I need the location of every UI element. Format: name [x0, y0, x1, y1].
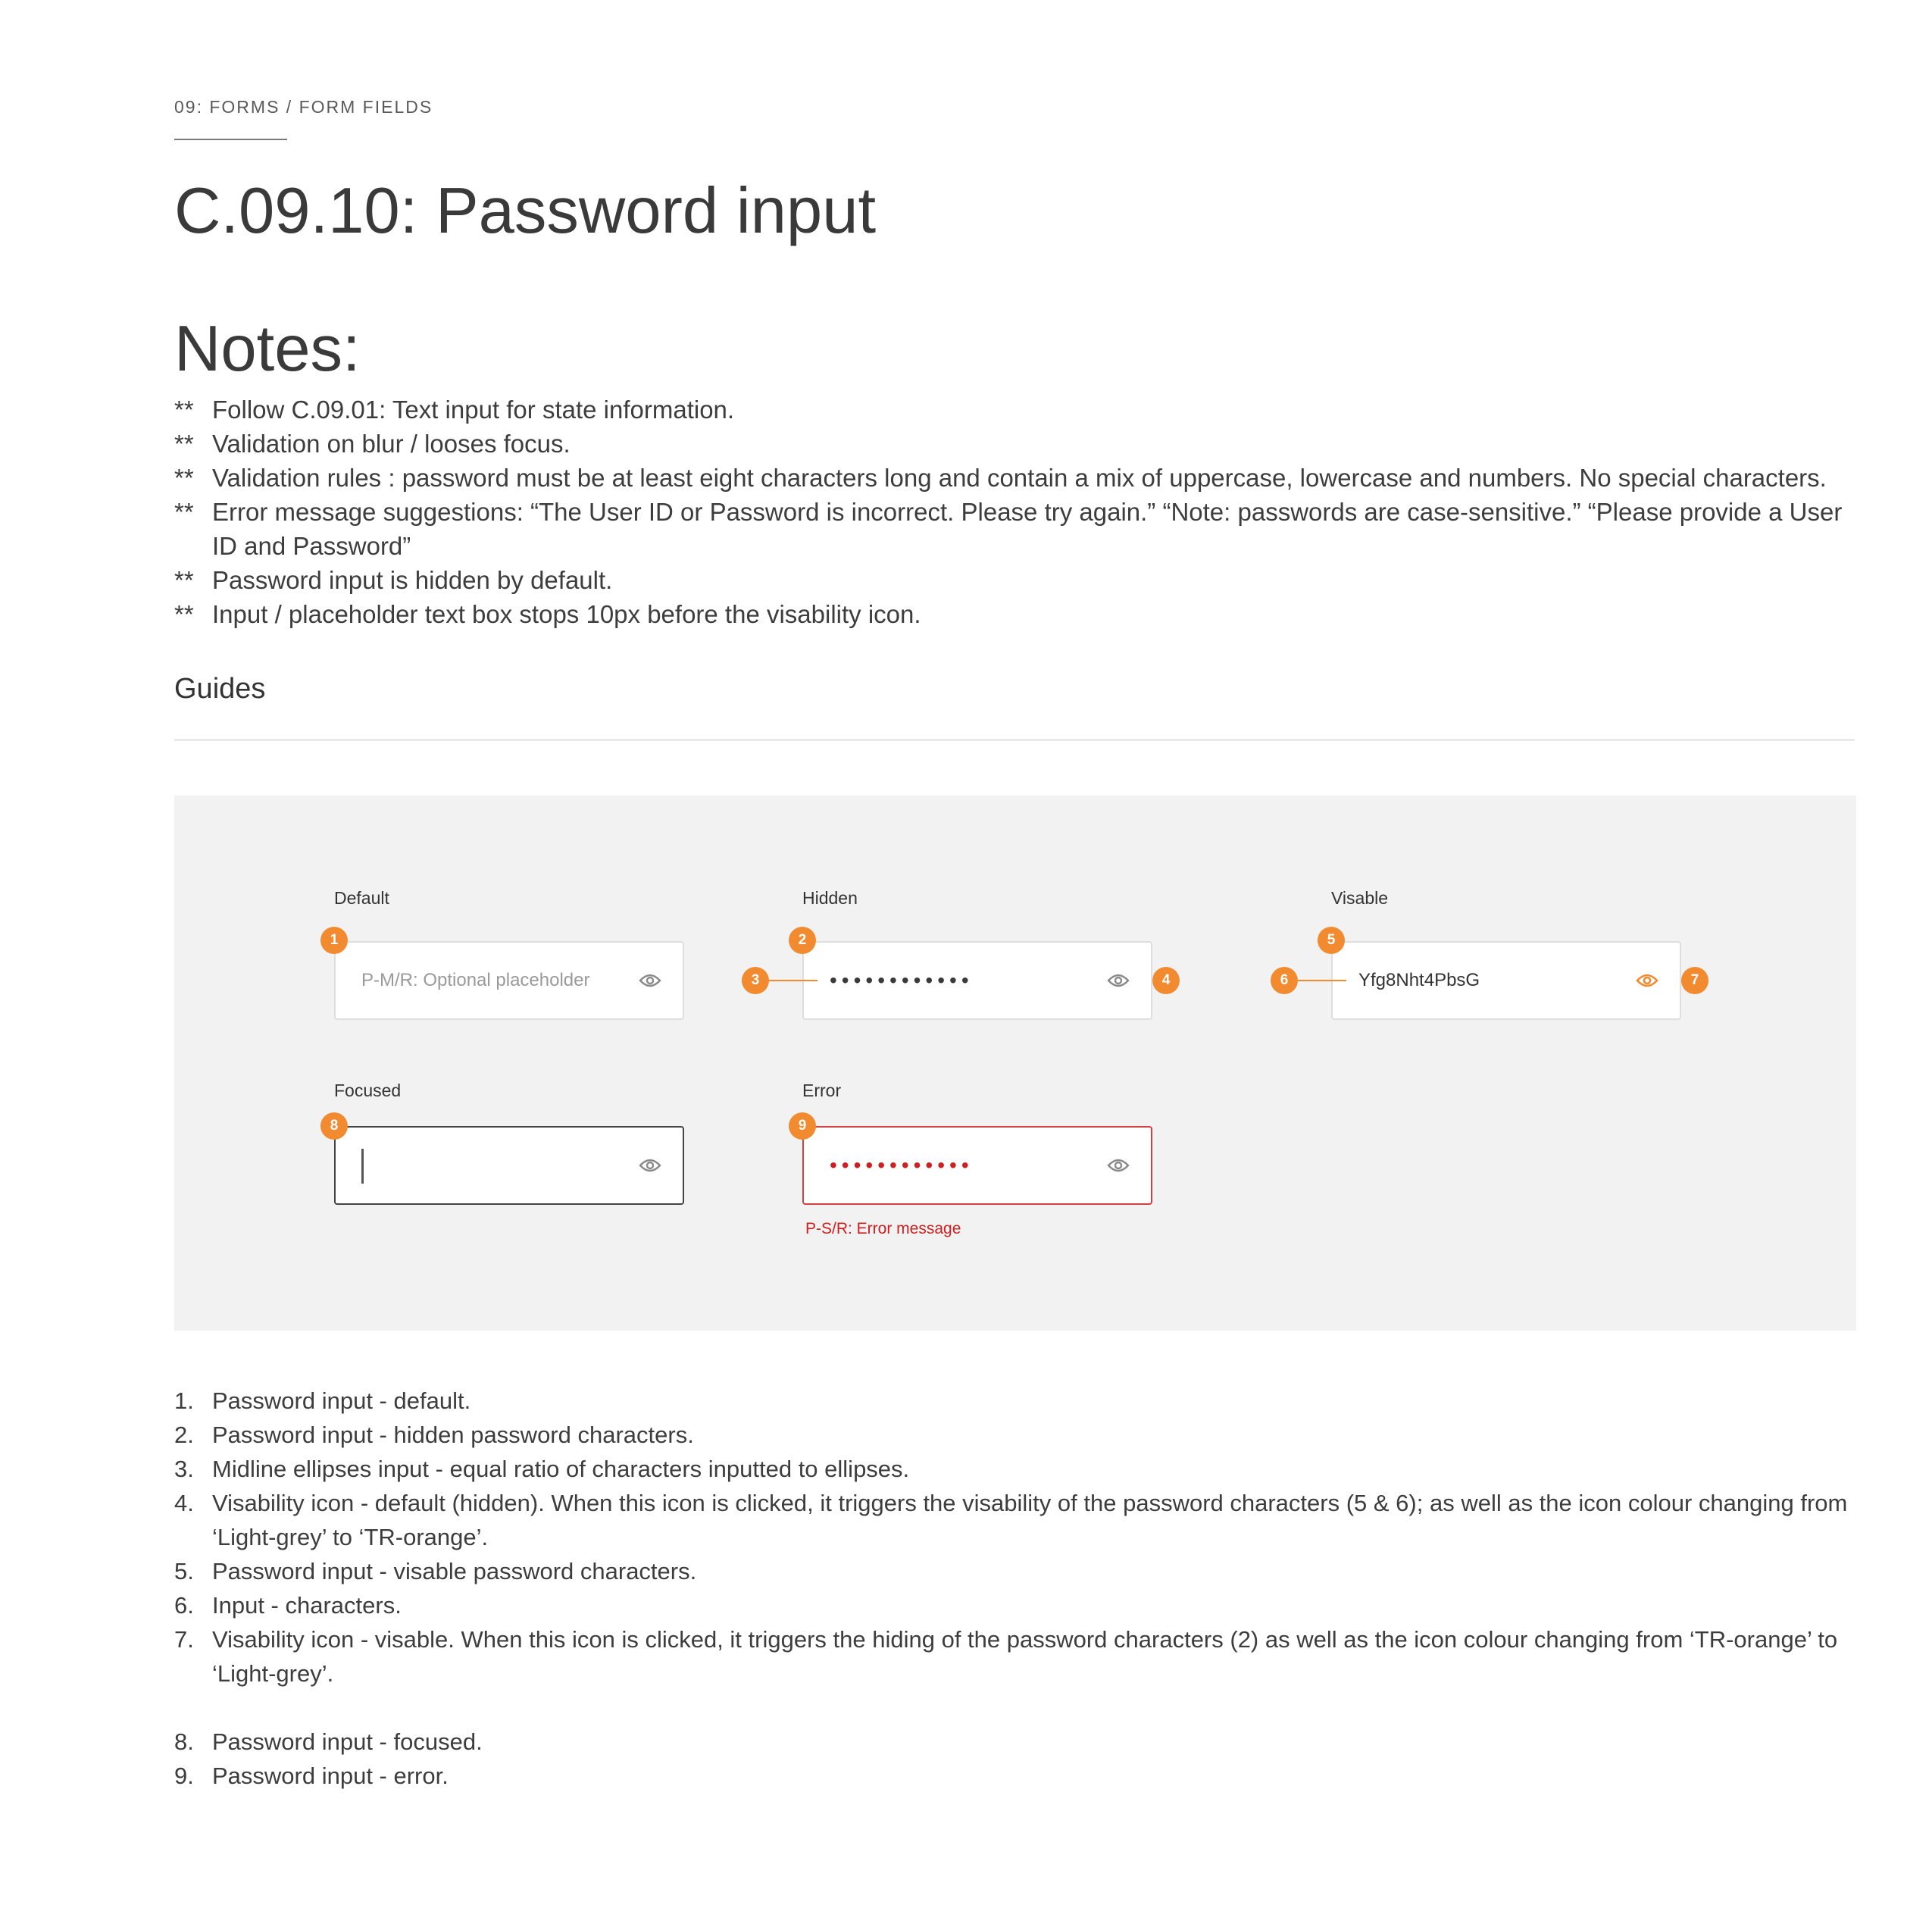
guide-list-item: [174, 1759, 1864, 1793]
note-text: Validation on blur / looses focus.: [212, 430, 571, 458]
guide-list-text: Password input - error.: [212, 1763, 449, 1789]
guide-list-number: 3.: [174, 1456, 194, 1482]
visible-password-value[interactable]: Yfg8Nht4PbsG: [1358, 970, 1480, 990]
guide-list-number: 9.: [174, 1763, 194, 1789]
annotation-badge-9: 9: [789, 1112, 816, 1140]
guides-heading: Guides: [174, 673, 266, 705]
guide-annotation-list: [174, 1384, 1864, 1793]
guide-list-item: [174, 1554, 1864, 1588]
note-bullet: **: [174, 430, 194, 458]
hidden-password-dots[interactable]: ••••••••••••: [830, 968, 974, 992]
notes-heading: Notes:: [174, 313, 361, 385]
hidden-field-label: Hidden: [802, 888, 858, 908]
note-item: [174, 461, 1864, 495]
note-bullet: **: [174, 396, 194, 424]
guide-list-item: [174, 1588, 1864, 1622]
eye-icon[interactable]: [1107, 973, 1130, 988]
default-password-placeholder[interactable]: P-M/R: Optional placeholder: [361, 970, 590, 990]
notes-list: [174, 393, 1864, 631]
annotation-badge-1: 1: [320, 927, 348, 954]
guide-list-item: [174, 1622, 1864, 1691]
default-field-label: Default: [334, 888, 389, 908]
guide-list-item: [174, 1384, 1864, 1418]
note-text: Follow C.09.01: Text input for state information.: [212, 396, 735, 424]
hidden-password-field[interactable]: [802, 941, 1152, 1020]
annotation-connector-6: [1298, 980, 1346, 981]
breadcrumb-underline: [174, 139, 287, 140]
annotation-badge-7: 7: [1681, 967, 1708, 994]
error-message: P-S/R: Error message: [805, 1220, 961, 1237]
note-text: Validation rules : password must be at least eight characters long and contain a mix of uppercase, lowercase and numbers. No special characters.: [212, 464, 1827, 492]
note-bullet: **: [174, 600, 194, 628]
page-title: C.09.10: Password input: [174, 175, 877, 247]
note-text: Input / placeholder text box stops 10px before the visability icon.: [212, 600, 921, 628]
guide-list-number: 2.: [174, 1422, 194, 1448]
focused-field-label: Focused: [334, 1081, 402, 1100]
guide-list-text: Midline ellipses input - equal ratio of characters inputted to ellipses.: [212, 1456, 910, 1482]
note-item: [174, 563, 1864, 597]
error-field-label: Error: [802, 1081, 842, 1100]
note-bullet: **: [174, 498, 194, 526]
guide-list-number: 5.: [174, 1558, 194, 1584]
guide-list-text: Password input - default.: [212, 1387, 471, 1414]
guide-list-item: [174, 1725, 1864, 1759]
annotation-badge-2: 2: [789, 927, 816, 954]
eye-icon[interactable]: [639, 973, 661, 988]
guide-list-number: 7.: [174, 1626, 194, 1653]
default-password-field[interactable]: [334, 941, 684, 1020]
guide-list-text: Password input - visable password characters.: [212, 1558, 697, 1584]
note-item: [174, 427, 1864, 461]
note-text: Error message suggestions: “The User ID or Password is incorrect. Please try again.” “Note: passwords are case-sensitive.” “Please provide a User ID and Password”: [212, 498, 1843, 560]
visible-field-label: Visable: [1331, 888, 1389, 908]
eye-icon[interactable]: [639, 1158, 661, 1173]
eye-icon[interactable]: [1636, 973, 1658, 988]
guides-demo-panel: [174, 796, 1856, 1331]
note-text: Password input is hidden by default.: [212, 566, 613, 594]
note-item: [174, 597, 1864, 631]
note-item: [174, 495, 1864, 563]
guide-list-text: Password input - hidden password characters.: [212, 1422, 694, 1448]
guide-list-item: [174, 1418, 1864, 1452]
guide-list-text: Input - characters.: [212, 1592, 402, 1619]
note-bullet: **: [174, 566, 194, 594]
guide-list-number: 1.: [174, 1387, 194, 1414]
guide-list-number: 4.: [174, 1490, 194, 1516]
error-password-dots[interactable]: ••••••••••••: [830, 1153, 974, 1177]
annotation-badge-6: 6: [1271, 967, 1298, 994]
guide-list-item: [174, 1486, 1864, 1554]
guide-list-item: [174, 1452, 1864, 1486]
guide-list-text: Password input - focused.: [212, 1728, 483, 1755]
visible-password-field[interactable]: [1331, 941, 1681, 1020]
annotation-badge-3: 3: [742, 967, 769, 994]
guide-list-text: Visability icon - visable. When this icon is clicked, it triggers the hiding of the password characters (2) as well as the icon colour changing from ‘TR-orange’ to ‘Light-grey’.: [212, 1626, 1838, 1687]
focused-password-field[interactable]: [334, 1126, 684, 1205]
guides-divider: [174, 739, 1855, 741]
annotation-badge-4: 4: [1152, 967, 1180, 994]
text-caret: [361, 1149, 364, 1184]
note-item: [174, 393, 1864, 427]
error-password-field[interactable]: [802, 1126, 1152, 1205]
eye-icon[interactable]: [1107, 1158, 1130, 1173]
guide-list-number: 8.: [174, 1728, 194, 1755]
guide-list-number: 6.: [174, 1592, 194, 1619]
annotation-badge-8: 8: [320, 1112, 348, 1140]
annotation-badge-5: 5: [1318, 927, 1345, 954]
annotation-connector-3: [769, 980, 818, 981]
breadcrumb: 09: FORMS / FORM FIELDS: [174, 97, 433, 117]
guide-list-text: Visability icon - default (hidden). When this icon is clicked, it triggers the visability of the password characters (5 & 6); as well as the icon colour changing from ‘Light-grey’ to ‘TR-orange’.: [212, 1490, 1848, 1550]
note-bullet: **: [174, 464, 194, 492]
